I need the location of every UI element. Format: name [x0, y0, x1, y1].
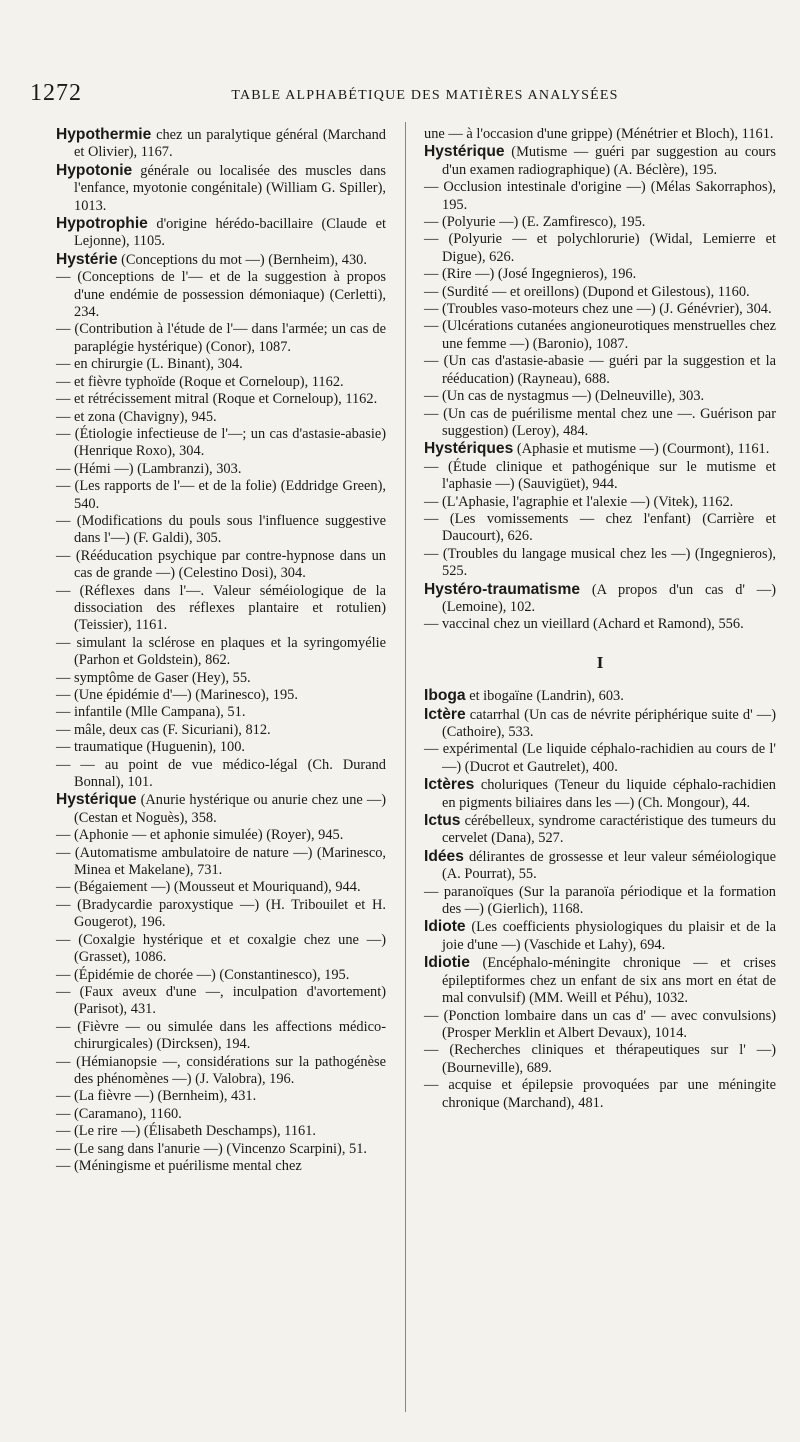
right-column-bottom [424, 687, 776, 1112]
entry-headword: Idiote [424, 918, 466, 936]
entry-text: chez un paralytique général (Marchand et Olivier), 1167. [74, 127, 386, 161]
index-entry: — et zona (Chavigny), 945. [56, 408, 217, 425]
index-entry: — simulant la sclérose en plaques et la syringomyélie (Parhon et Goldstein), 862. [56, 634, 386, 669]
index-entry [424, 812, 776, 848]
entry-text: (A propos d'un cas d' —) (Lemoine), 102. [442, 581, 776, 615]
entry-headword: Idiotie [424, 954, 470, 972]
index-entry: — (Conceptions de l'— et de la suggestion à propos d'une endémie de possession démoniaque) (Cerletti), 234. [56, 269, 386, 321]
entry-headword: Hypotrophie [56, 215, 148, 233]
entry-text: (Encéphalo-méningite chronique — et crises épileptiformes chez un enfant de six ans mort en état de mal convulsif) (MM. Weill et Péhu), 1032. [442, 955, 776, 1007]
index-entry [56, 126, 386, 162]
index-entry: — paranoïques (Sur la paranoïa périodique et la formation des —) (Gierlich), 1168. [424, 883, 776, 918]
entry-text: d'origine hérédo-bacillaire (Claude et Lejonne), 1105. [74, 216, 386, 250]
entry-text: catarrhal (Un cas de névrite périphérique suite d' —) (Cathoire), 533. [442, 706, 776, 740]
left-column [56, 126, 386, 1175]
index-entry: — (Contribution à l'étude de l'— dans l'armée; un cas de paraplégie hystérique) (Conor), 1087. [56, 321, 386, 355]
entry-text: (Les coefficients physiologiques du plaisir et de la joie d'une —) (Vaschide et Lahy), 694. [442, 919, 776, 953]
index-entry: — (Ponction lombaire dans un cas d' — avec convulsions) (Prosper Merklin et Albert Devaux), 1014. [424, 1007, 776, 1041]
index-entry: — acquise et épilepsie provoquées par une méningite chronique (Marchand), 481. [424, 1077, 776, 1111]
entry-headword: Ictus [424, 812, 461, 830]
index-entry: — (Bégaiement —) (Mousseut et Mouriquand), 944. [56, 879, 361, 896]
index-entry: — (Les vomissements — chez l'enfant) (Carrière et Daucourt), 626. [424, 510, 776, 545]
right-column-top [424, 126, 776, 634]
index-entry: — (Un cas de nystagmus —) (Delneuville), 303. [424, 388, 705, 405]
entry-headword: Hystéro-traumatisme [424, 580, 580, 598]
index-entry: — traumatique (Huguenin), 100. [56, 739, 246, 756]
entry-text: (Mutisme — guéri par suggestion au cours d'un examen radiographique) (A. Béclère), 195. [442, 144, 776, 178]
index-entry [56, 791, 386, 827]
index-entry: — (Bradycardie paroxystique —) (H. Tribouilet et H. Gougerot), 196. [56, 896, 386, 931]
index-entry: — (Rééducation psychique par contre-hypnose dans un cas de grande —) (Celestino Dosi), 304. [56, 547, 386, 582]
index-entry: — (Polyurie — et polychlorurie) (Widal, Lemierre et Digue), 626. [424, 231, 776, 265]
index-entry [424, 776, 776, 812]
index-entry: — (Rire —) (José Ingegnieros), 196. [424, 266, 637, 283]
index-entry: — symptôme de Gaser (Hey), 55. [56, 669, 251, 686]
index-entry [424, 687, 776, 705]
index-entry: — (Une épidémie d'—) (Marinesco), 195. [56, 687, 298, 703]
index-entry: — (Troubles du langage musical chez les —) (Ingegnieros), 525. [424, 545, 776, 580]
entry-headword: Iboga [424, 687, 466, 705]
entry-text: délirantes de grossesse et leur valeur séméiologique (A. Pourrat), 55. [442, 848, 776, 883]
column-divider [405, 122, 406, 1412]
entry-text: (Aphasie et mutisme —) (Courmont), 1161. [513, 441, 770, 458]
entry-headword: Idées [424, 847, 464, 865]
index-entry: — (Méningisme et puérilisme mental chez [56, 1157, 302, 1174]
index-entry: — (Épidémie de chorée —) (Constantinesco), 195. [56, 966, 350, 983]
entry-headword: Hystériques [424, 440, 514, 458]
running-title: TABLE ALPHABÉTIQUE DES MATIÈRES ANALYSÉES [231, 88, 619, 103]
index-entry: — (Les rapports de l'— et de la folie) (Eddridge Green), 540. [56, 478, 386, 512]
index-entry: — (Le rire —) (Élisabeth Deschamps), 1161. [56, 1123, 317, 1140]
index-entry: — (Aphonie — et aphonie simulée) (Royer), 945. [56, 827, 344, 844]
index-entry: — (Caramano), 1160. [56, 1105, 182, 1122]
index-entry: — (Étiologie infectieuse de l'—; un cas d'astasie-abasie) (Henrique Roxo), 304. [56, 425, 386, 460]
index-entry: — (Ulcérations cutanées angioneurotiques menstruelles chez une femme —) (Baronio), 1087. [424, 318, 776, 352]
index-entry: — (Fièvre — ou simulée dans les affections médico-chirurgicales) (Dircksen), 194. [56, 1018, 386, 1053]
entry-text: (Anurie hystérique ou anurie chez une —) (Cestan et Noguès), 358. [74, 792, 386, 826]
entry-headword: Hypotonie [56, 161, 133, 179]
page-number: 1272 [30, 80, 82, 106]
index-entry: — — au point de vue médico-légal (Ch. Durand Bonnal), 101. [56, 756, 386, 791]
index-entry: — (Surdité — et oreillons) (Dupond et Gilestous), 1160. [424, 283, 750, 300]
entry-text: et ibogaïne (Landrin), 603. [465, 688, 624, 705]
index-entry: — (Étude clinique et pathogénique sur le mutisme et l'aphasie —) (Sauvigüet), 944. [424, 458, 776, 493]
index-entry: — (Le sang dans l'anurie —) (Vincenzo Scarpini), 51. [56, 1140, 368, 1157]
entry-headword: Ictères [424, 776, 475, 794]
index-entry: — en chirurgie (L. Binant), 304. [56, 356, 243, 373]
index-entry [424, 581, 776, 617]
index-entry: — (La fièvre —) (Bernheim), 431. [56, 1088, 257, 1105]
index-entry: — (Automatisme ambulatoire de nature —) (Marinesco, Minea et Makelane), 731. [56, 844, 386, 879]
index-entry [424, 440, 776, 458]
index-entry: — (Hémi —) (Lambranzi), 303. [56, 460, 242, 477]
index-entry: — (Un cas d'astasie-abasie — guéri par la suggestion et la rééducation) (Rayneau), 688. [424, 353, 776, 387]
index-entry: une — à l'occasion d'une grippe) (Ménétrier et Bloch), 1161. [424, 126, 774, 142]
index-entry: — (Coxalgie hystérique et et coxalgie chez une —) (Grasset), 1086. [56, 931, 386, 966]
index-entry [56, 251, 386, 269]
index-entry [56, 215, 386, 251]
entry-headword: Hystérique [424, 143, 505, 161]
index-entry: — et fièvre typhoïde (Roque et Corneloup), 1162. [56, 373, 344, 390]
index-entry: — expérimental (Le liquide céphalo-rachidien au cours de l' —) (Ducrot et Gautrelet), 400. [424, 741, 776, 775]
index-entry: — (Recherches cliniques et thérapeutiques sur l' —) (Bourneville), 689. [424, 1042, 776, 1076]
index-entry: — et rétrécissement mitral (Roque et Corneloup), 1162. [56, 391, 378, 408]
entry-headword: Hystérie [56, 250, 118, 268]
index-entry [424, 706, 776, 742]
right-column [424, 126, 776, 1112]
index-entry: — (Faux aveux d'une —, inculpation d'avortement) (Parisot), 431. [56, 983, 386, 1018]
index-entry: — (Modifications du pouls sous l'influence suggestive dans l'—) (F. Galdi), 305. [56, 512, 386, 547]
index-entry: — vaccinal chez un vieillard (Achard et Ramond), 556. [424, 616, 744, 633]
index-entry: — (Hémianopsie —, considérations sur la pathogénèse des phénomènes —) (J. Valobra), 196. [56, 1053, 386, 1087]
entry-text: générale ou localisée des muscles dans l'enfance, myotonie congénitale) (William G. Spiller), 1013. [74, 162, 386, 214]
entry-headword: Hypothermie [56, 126, 152, 143]
index-entry: — (Réflexes dans l'—. Valeur séméiologique de la dissociation des réflexes plantaire et rotulien) (Teissier), 1161. [56, 582, 386, 634]
index-entry: — (Polyurie —) (E. Zamfiresco), 195. [424, 214, 646, 231]
index-entry: — Occlusion intestinale d'origine —) (Mélas Sakorraphos), 195. [424, 179, 776, 213]
index-entry: — mâle, deux cas (F. Sicuriani), 812. [56, 721, 271, 738]
index-entry: — (Un cas de puérilisme mental chez une —. Guérison par suggestion) (Leroy), 484. [424, 405, 776, 439]
entry-text: (Conceptions du mot —) (Bernheim), 430. [117, 251, 367, 268]
index-entry [424, 918, 776, 954]
index-entry: — (L'Aphasie, l'agraphie et l'alexie —) (Vitek), 1162. [424, 493, 734, 510]
entry-headword: Ictère [424, 705, 466, 723]
section-letter: I [596, 652, 604, 672]
index-entry: — (Troubles vaso-moteurs chez une —) (J. Génévrier), 304. [424, 301, 772, 318]
entry-headword: Hystérique [56, 791, 137, 809]
entry-text: choluriques (Teneur du liquide céphalo-rachidien en pigments biliaires dans les —) (Ch. Mongour), 44. [442, 777, 776, 811]
index-entry [424, 143, 776, 179]
index-entry [56, 162, 386, 215]
entry-text: cérébelleux, syndrome caractéristique des tumeurs du cervelet (Dana), 527. [442, 813, 776, 847]
index-entry: — infantile (Mlle Campana), 51. [56, 704, 246, 721]
index-entry [424, 954, 776, 1007]
index-entry [424, 848, 776, 884]
